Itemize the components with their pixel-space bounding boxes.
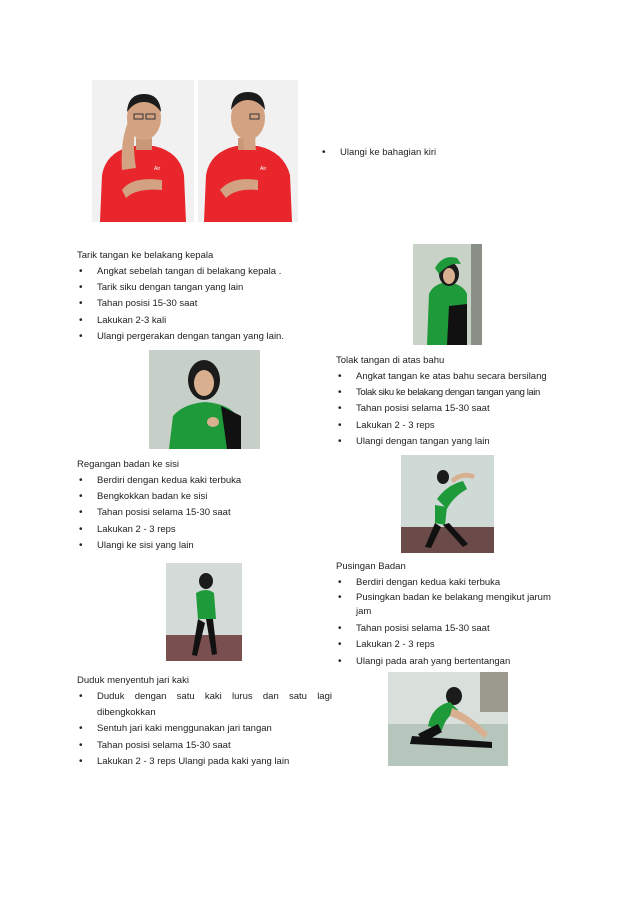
list-item: • Tahan posisi selama 15-30 saat <box>77 505 337 521</box>
list-item: • Tahan posisi selama 15-30 saat <box>77 738 332 754</box>
list-item: • Bengkokkan badan ke sisi <box>77 489 337 505</box>
photo-man-neck-stretch-1 <box>92 80 194 222</box>
block1-list <box>320 145 620 161</box>
list-item: • Tolak siku ke belakang dengan tangan yang lain <box>336 385 626 401</box>
photo-woman-arm-behind-head <box>413 244 482 345</box>
list-item: • Ulangi ke bahagian kiri <box>320 145 620 161</box>
list-item: • Lakukan 2 - 3 reps <box>336 418 626 434</box>
list-item: • Lakukan 2 - 3 reps <box>336 637 568 653</box>
list-item: • Duduk dengan satu kaki lurus dan satu lagi dibengkokkan <box>77 689 332 721</box>
list-item: • Ulangi pada arah yang bertentangan <box>336 654 568 670</box>
list-item: • Berdiri dengan kedua kaki terbuka <box>77 473 337 489</box>
photo-woman-seated-toe-touch <box>388 672 508 766</box>
list-item: • Tahan posisi selama 15-30 saat <box>336 621 568 637</box>
list-item: • Sentuh jari kaki menggunakan jari tangan <box>77 721 332 737</box>
block4 <box>77 458 337 554</box>
block6 <box>77 674 332 770</box>
list-item: • Tahan posisi 15-30 saat <box>77 296 337 312</box>
photo-woman-side-bend <box>401 455 494 553</box>
block5 <box>336 560 568 670</box>
list-item: • Lakukan 2 - 3 reps Ulangi pada kaki yang lain <box>77 754 332 770</box>
photo-man-neck-stretch-2 <box>198 80 298 222</box>
section-title: Tarik tangan ke belakang kepala <box>77 250 214 261</box>
photo-woman-arm-across-shoulder <box>149 350 260 449</box>
list-item: • Pusingkan badan ke belakang mengikut jarum jam <box>336 591 568 619</box>
section-title: Regangan badan ke sisi <box>77 459 179 470</box>
photo-woman-body-twist <box>166 563 242 661</box>
section-title: Tolak tangan di atas bahu <box>336 355 445 366</box>
list-item: • Lakukan 2 - 3 reps <box>77 522 337 538</box>
list-item: • Tarik siku dengan tangan yang lain <box>77 280 337 296</box>
list-item: • Angkat sebelah tangan di belakang kepala . <box>77 264 337 280</box>
list-item: • Tahan posisi selama 15-30 saat <box>336 401 626 417</box>
list-item: • Ulangi dengan tangan yang lain <box>336 434 626 450</box>
list-item: • Ulangi pergerakan dengan tangan yang lain. <box>77 329 337 345</box>
list-item: • Lakukan 2-3 kali <box>77 313 337 329</box>
svg-text:Air: Air <box>260 166 267 172</box>
section-title: Duduk menyentuh jari kaki <box>77 675 189 686</box>
list-item: • Ulangi ke sisi yang lain <box>77 538 337 554</box>
list-item: • Angkat tangan ke atas bahu secara bersilang <box>336 369 626 385</box>
block2 <box>77 249 337 345</box>
svg-text:Air: Air <box>154 166 161 172</box>
list-item: • Berdiri dengan kedua kaki terbuka <box>336 575 568 591</box>
block3 <box>336 354 626 450</box>
section-title: Pusingan Badan <box>336 561 406 572</box>
